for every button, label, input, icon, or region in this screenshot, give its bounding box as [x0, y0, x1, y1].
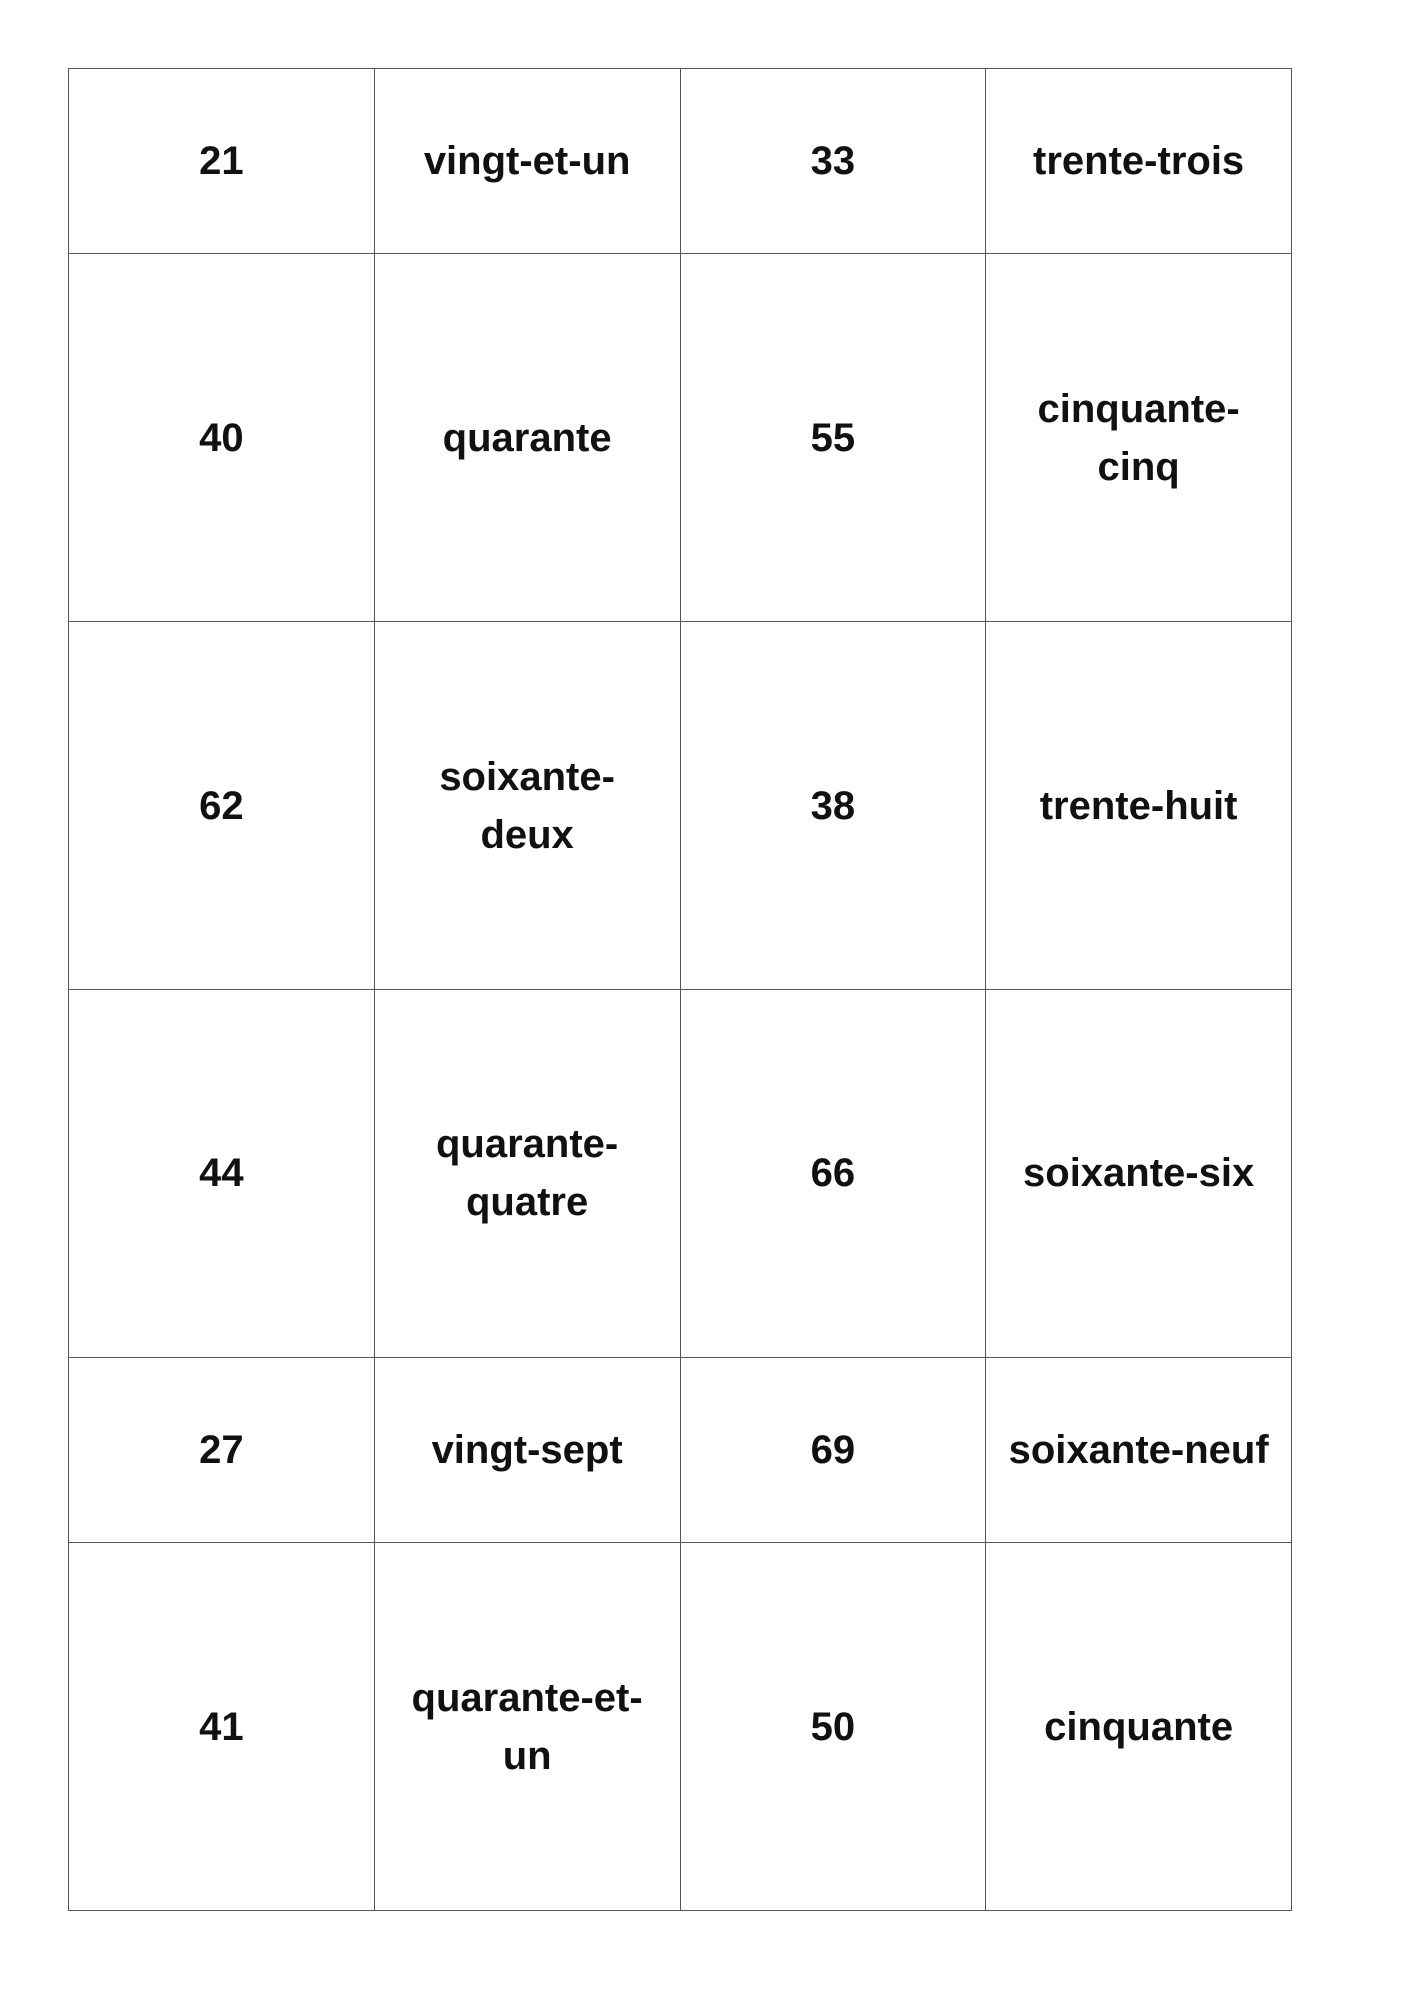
card-text-line: 38	[810, 783, 856, 828]
card-text-line: trente-trois	[1033, 139, 1245, 184]
card-text-line: 21	[199, 139, 244, 184]
card-text-line: 55	[810, 415, 856, 460]
card-cell	[374, 69, 680, 254]
card-cell	[680, 1543, 986, 1911]
card-text-line: un	[502, 1733, 552, 1778]
card-text-line: quatre	[466, 1180, 589, 1225]
card-text-line: quarante-	[436, 1122, 619, 1167]
card-cell	[374, 254, 680, 622]
card-text-line: deux	[480, 812, 574, 857]
card-cell	[986, 1543, 1292, 1911]
card-text-line: 41	[199, 1704, 244, 1749]
card-cell	[69, 622, 375, 990]
card-text-line: soixante-neuf	[1008, 1427, 1269, 1472]
card-cell	[680, 622, 986, 990]
card-cell	[986, 1357, 1292, 1542]
table-row	[69, 989, 1292, 1357]
table-row	[69, 69, 1292, 254]
card-cell	[986, 622, 1292, 990]
card-cell	[374, 622, 680, 990]
card-cell	[680, 69, 986, 254]
card-text-line: vingt-sept	[431, 1427, 623, 1472]
card-text-line: cinq	[1097, 444, 1180, 489]
card-cell	[986, 989, 1292, 1357]
card-text-line: trente-huit	[1039, 783, 1238, 828]
card-cell	[986, 254, 1292, 622]
card-cell	[69, 1543, 375, 1911]
table-row	[69, 254, 1292, 622]
card-text-line: 62	[199, 783, 244, 828]
card-text-line: 40	[199, 415, 244, 460]
card-text-line: 66	[810, 1151, 856, 1196]
card-text-line: 27	[199, 1427, 244, 1472]
card-cell	[680, 254, 986, 622]
card-cell	[69, 989, 375, 1357]
card-text-line: soixante-	[439, 754, 615, 799]
card-text-line: cinquante-	[1037, 386, 1240, 431]
card-text-line: vingt-et-un	[423, 139, 631, 184]
card-text-line: 33	[810, 139, 856, 184]
card-cell	[374, 1543, 680, 1911]
card-table-body	[69, 69, 1292, 1911]
card-cell	[680, 989, 986, 1357]
card-text-line: 69	[810, 1427, 856, 1472]
card-text-line: soixante-six	[1023, 1151, 1255, 1196]
table-row	[69, 1357, 1292, 1542]
card-cell	[69, 254, 375, 622]
card-text-line: quarante	[442, 415, 612, 460]
table-row	[69, 1543, 1292, 1911]
card-cell	[374, 1357, 680, 1542]
card-cell	[680, 1357, 986, 1542]
table-row	[69, 622, 1292, 990]
card-cell	[374, 989, 680, 1357]
card-text-line: quarante-et-	[411, 1675, 643, 1720]
card-text-line: cinquante	[1044, 1704, 1234, 1749]
card-text-line: 44	[199, 1151, 244, 1196]
card-cell	[69, 1357, 375, 1542]
card-text-line: 50	[810, 1704, 856, 1749]
number-card-table	[68, 68, 1292, 1911]
card-cell	[69, 69, 375, 254]
card-cell	[986, 69, 1292, 254]
